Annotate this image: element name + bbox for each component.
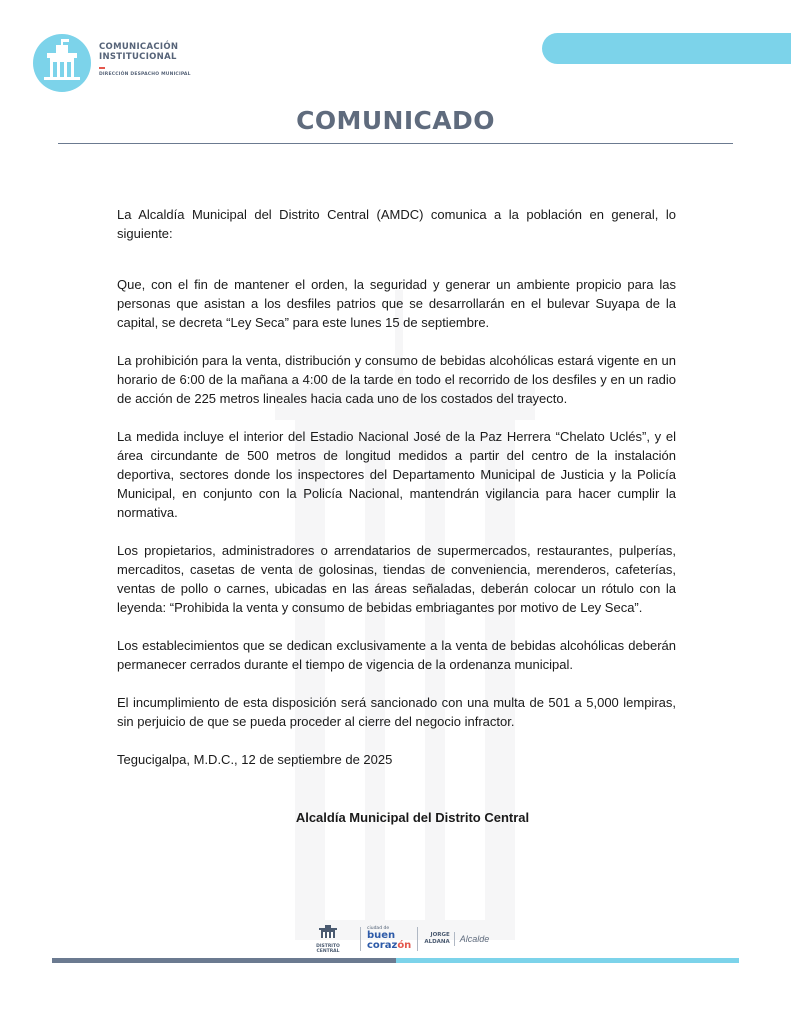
footer-ciudad-on: ón [397, 940, 412, 952]
ciudad-buen-corazon-logo [367, 927, 411, 952]
footer-bar-slate [52, 958, 396, 963]
body-paragraph: Los propietarios, administradores o arrendatarios de supermercados, restaurantes, pulperías, mercaditos, casetas de venta de golosinas, tiendas de conveniencia, merenderos, cafeterías, ventas de pollo o carnes, ubicadas en las áreas señaladas, deberán colocar un rótulo con la leyenda: “Prohibida la venta y consumo de bebidas embriagantes por motivo de Ley Seca”. [117, 543, 676, 615]
footer-logos [310, 922, 489, 956]
footer-separator [360, 927, 361, 951]
footer-ciudad-buen: buen [367, 930, 396, 942]
footer-muni-line1: DISTRITO [316, 943, 340, 949]
footer-ciudad-cor: coraz [367, 940, 398, 952]
date-line: Tegucigalpa, M.D.C., 12 de septiembre de 2025 [117, 752, 393, 767]
document-body [117, 205, 676, 827]
body-paragraph: La medida incluye el interior del Estadio Nacional José de la Paz Herrera “Chelato Uclés”, y el área circundante de 500 metros de longitud medidos a partir del centro de la instalación deportiva, sectores donde los inspectores del Departamento Municipal de Justicia y la Policía Municipal, en conjunto con la Policía Nacional, mantendrán vigilancia para hacer cumplir la normativa. [117, 429, 676, 520]
title-divider [58, 143, 733, 144]
footer-jorge: JORGE [430, 932, 450, 938]
footer-separator [417, 927, 418, 951]
footer-separator [454, 932, 455, 946]
footer-ciudad-corazon [367, 941, 411, 951]
body-paragraph: El incumplimiento de esta disposición será sancionado con una multa de 501 a 5,000 lempiras, sin perjuicio de que se pueda proceder al cierre del negocio infractor. [117, 695, 676, 729]
footer-alcalde: Alcalde [459, 934, 490, 944]
mayor-name [424, 932, 449, 946]
footer-ciudad-top: ciudad de [367, 925, 390, 931]
footer-bar-cyan [396, 958, 739, 963]
header-subtitle: DIRECCIÓN DESPACHO MUNICIPAL [99, 72, 191, 77]
header-title-line1: COMUNICACIÓN [99, 42, 179, 52]
signature: Alcaldía Municipal del Distrito Central [295, 810, 530, 825]
institutional-logo [32, 33, 92, 93]
header-accent-tab [542, 33, 791, 64]
municipal-building-icon [318, 925, 338, 939]
footer-aldana: ALDANA [424, 939, 450, 945]
header-brand [99, 42, 191, 77]
header-divider [99, 67, 105, 69]
header-title-line2: INSTITUCIONAL [99, 52, 177, 62]
body-paragraph: Los establecimientos que se dedican exclusivamente a la venta de bebidas alcohólicas deberán permanecer cerrados durante el tiempo de vigencia de la ordenanza municipal. [117, 638, 676, 672]
body-paragraph: La prohibición para la venta, distribución y consumo de bebidas alcohólicas estará vigente en un horario de 6:00 de la mañana a 4:00 de la tarde en todo el recorrido de los desfiles y en un radio de acción de 225 metros lineales hacia cada uno de los costados del trayecto. [117, 353, 676, 406]
document-title: COMUNICADO [296, 106, 495, 135]
distrito-central-logo [310, 925, 346, 954]
intro-paragraph: La Alcaldía Municipal del Distrito Central (AMDC) comunica a la población en general, lo siguiente: [117, 207, 676, 241]
footer-muni-line2: CENTRAL [316, 948, 340, 954]
body-paragraph: Que, con el fin de mantener el orden, la seguridad y generar un ambiente propicio para las personas que asistan a los desfiles patrios que se desarrollarán en el bulevar Suyapa de la capital, se decreta “Ley Seca” para este lunes 15 de septiembre. [117, 277, 676, 330]
